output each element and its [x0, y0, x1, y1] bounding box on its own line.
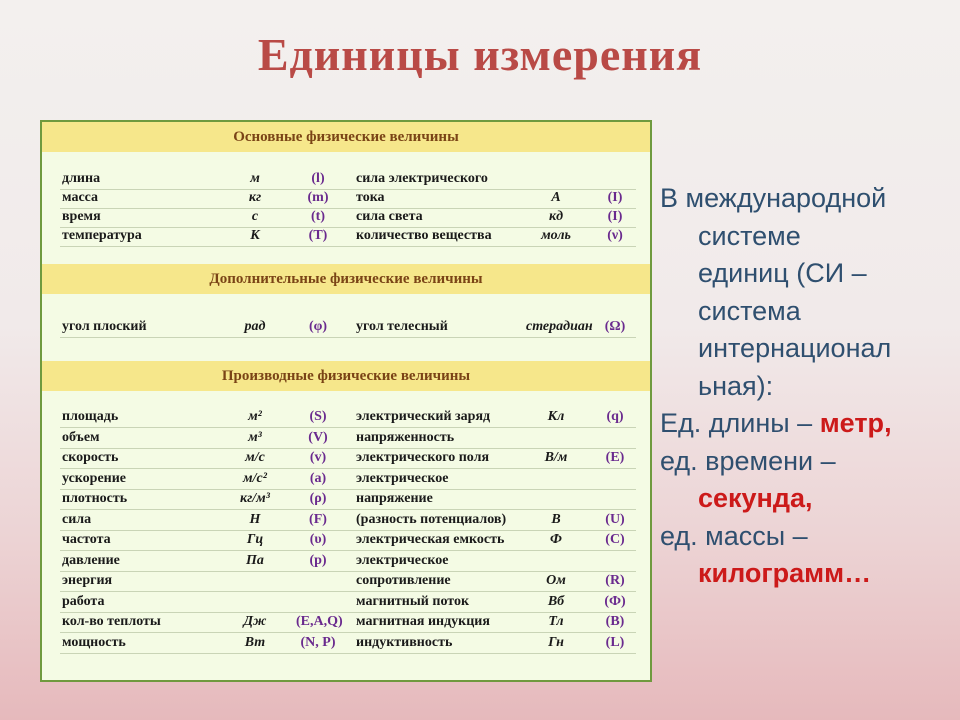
- unit-label: м/с: [245, 450, 265, 465]
- quantity-symbol: (φ): [308, 319, 328, 334]
- mass-unit-value: килограмм…: [698, 558, 872, 588]
- quantity-symbol: (p): [309, 552, 327, 568]
- table-row: [60, 511, 360, 531]
- quantity-symbol: (v): [309, 450, 327, 465]
- quantity-symbol: (E): [605, 450, 625, 465]
- unit-label: м/с²: [243, 470, 267, 486]
- comma: ,: [805, 483, 813, 513]
- quantity-name: магнитная индукция: [356, 614, 490, 629]
- quantity-name: индуктивность: [356, 634, 453, 650]
- quantity-name: сила электрического: [356, 171, 488, 186]
- quantity-name: количество вещества: [356, 228, 492, 243]
- unit-label: моль: [541, 228, 571, 243]
- quantity-symbol: (I): [607, 209, 623, 224]
- quantity-name: длина: [62, 171, 101, 186]
- unit-label: кг: [248, 190, 262, 205]
- unit-label: Ом: [546, 573, 566, 588]
- quantity-name: плотность: [62, 491, 128, 506]
- table-row: [60, 429, 360, 449]
- quantity-name: угол телесный: [356, 319, 448, 334]
- section-additional-header: Дополнительные физические величины: [42, 264, 650, 294]
- quantity-name: мощность: [62, 634, 126, 650]
- table-row: [354, 490, 636, 510]
- unit-label: Тл: [548, 614, 564, 629]
- unit-label: В/м: [544, 450, 568, 465]
- table-row: [60, 449, 360, 469]
- table-row: [354, 593, 636, 613]
- unit-label: кд: [548, 209, 564, 224]
- length-unit-value: метр: [819, 408, 885, 438]
- quantity-symbol: (I): [607, 190, 623, 205]
- table-row: [354, 531, 636, 551]
- unit-label: К: [250, 228, 260, 243]
- si-text-line: единиц (СИ –: [698, 258, 867, 288]
- quantity-name: электрическое: [356, 552, 449, 568]
- table-row: [60, 189, 360, 209]
- quantity-name: время: [62, 209, 101, 224]
- quantity-name: площадь: [62, 409, 119, 424]
- table-row: [60, 408, 360, 428]
- units-table: [40, 120, 652, 682]
- quantity-symbol: (ν): [607, 228, 623, 243]
- comma: ,: [884, 408, 892, 438]
- quantity-name: электрического поля: [356, 450, 490, 465]
- quantity-name: тока: [356, 190, 385, 205]
- quantity-name: скорость: [62, 450, 119, 465]
- length-unit-label: Ед. длины –: [660, 408, 820, 438]
- table-row: [354, 613, 636, 633]
- table-row: [354, 318, 636, 338]
- quantity-name: частота: [62, 532, 111, 547]
- quantity-name: напряженность: [356, 429, 455, 445]
- table-row: [354, 634, 636, 654]
- quantity-symbol: (t): [311, 209, 325, 224]
- quantity-name: масса: [62, 190, 99, 205]
- quantity-name: сила света: [356, 209, 423, 224]
- table-row: [60, 634, 360, 654]
- unit-label: Гн: [548, 634, 564, 650]
- quantity-symbol: (υ): [309, 532, 327, 547]
- table-row: [354, 511, 636, 531]
- si-text-line: системе: [698, 220, 801, 251]
- quantity-name: давление: [62, 552, 120, 568]
- quantity-name: электрический заряд: [356, 409, 491, 424]
- quantity-name: сопротивление: [356, 573, 451, 588]
- quantity-name: объем: [62, 429, 100, 445]
- quantity-symbol: (a): [309, 470, 327, 486]
- mass-unit-line: [660, 555, 960, 593]
- quantity-symbol: (Ω): [604, 319, 626, 334]
- quantity-name: электрическое: [356, 470, 449, 486]
- table-row: [354, 227, 636, 247]
- quantity-symbol: (B): [605, 614, 625, 629]
- si-text-line: ьная):: [698, 370, 774, 401]
- unit-label: Ф: [550, 532, 562, 547]
- quantity-symbol: (l): [311, 171, 325, 186]
- mass-unit-label: ед. массы –: [660, 520, 808, 551]
- quantity-symbol: (m): [307, 190, 329, 205]
- unit-label: Н: [249, 511, 261, 527]
- quantity-symbol: (F): [309, 511, 327, 527]
- table-row: [354, 189, 636, 209]
- unit-label: м: [250, 171, 260, 186]
- unit-label: м³: [248, 429, 262, 445]
- si-text-line: интернационал: [698, 333, 892, 363]
- unit-label: Вб: [547, 593, 565, 609]
- quantity-name: (разность потенциалов): [356, 511, 507, 527]
- table-row: [354, 208, 636, 228]
- section-basic-header: Основные физические величины: [42, 122, 650, 152]
- quantity-name: магнитный поток: [356, 593, 470, 609]
- si-text-line: система: [698, 295, 801, 326]
- quantity-name: сила: [62, 511, 92, 527]
- quantity-symbol: (q): [606, 409, 624, 424]
- unit-label: Вт: [244, 634, 266, 650]
- unit-label: Кл: [547, 409, 565, 424]
- section-derived-header: Производные физические величины: [42, 361, 650, 391]
- time-unit-line: [660, 480, 960, 518]
- quantity-name: кол-во теплоты: [62, 614, 161, 629]
- quantity-name: работа: [62, 593, 105, 609]
- table-row: [60, 593, 360, 613]
- quantity-symbol: (L): [605, 634, 625, 650]
- table-row: [354, 552, 636, 572]
- quantity-symbol: (C): [605, 532, 625, 547]
- unit-label: м²: [248, 409, 262, 424]
- quantity-symbol: (N, P): [300, 634, 336, 650]
- table-row: [60, 318, 360, 338]
- quantity-symbol: (T): [308, 228, 328, 243]
- quantity-name: электрическая емкость: [356, 532, 505, 547]
- slide-title: Единицы измерения: [257, 29, 703, 80]
- time-unit-label: ед. времени –: [660, 445, 836, 476]
- quantity-symbol: (ρ): [309, 491, 327, 506]
- length-unit-line: [660, 405, 960, 443]
- quantity-symbol: (Ф): [604, 593, 626, 609]
- table-row: [60, 490, 360, 510]
- quantity-name: угол плоский: [62, 319, 147, 334]
- unit-label: В: [551, 511, 561, 527]
- table-row: [60, 531, 360, 551]
- unit-label: кг/м³: [240, 491, 270, 506]
- table-row: [60, 470, 360, 490]
- quantity-symbol: (E,A,Q): [296, 614, 343, 629]
- table-row: [354, 572, 636, 592]
- quantity-name: напряжение: [356, 491, 433, 506]
- table-row: [60, 552, 360, 572]
- unit-label: Дж: [243, 614, 267, 629]
- unit-label: Гц: [246, 532, 264, 547]
- unit-label: стерадиан: [526, 319, 593, 334]
- table-row: [60, 613, 360, 633]
- quantity-symbol: (V): [308, 429, 328, 445]
- table-row: [354, 449, 636, 469]
- quantity-name: температура: [62, 228, 142, 243]
- table-row: [60, 227, 360, 247]
- quantity-symbol: (R): [605, 573, 625, 588]
- table-row: [60, 208, 360, 228]
- unit-label: рад: [244, 319, 266, 334]
- quantity-name: энергия: [62, 573, 113, 588]
- quantity-symbol: (U): [605, 511, 625, 527]
- quantity-symbol: (S): [309, 409, 327, 424]
- quantity-name: ускорение: [62, 470, 127, 486]
- table-row: [354, 408, 636, 428]
- table-row: [60, 170, 360, 190]
- unit-label: с: [251, 209, 259, 224]
- table-row: [354, 429, 636, 449]
- si-text-line: В международной: [660, 183, 887, 213]
- table-row: [354, 170, 636, 190]
- table-row: [60, 572, 360, 592]
- unit-label: Па: [246, 552, 264, 568]
- time-unit-value: секунда: [698, 483, 806, 513]
- unit-label: А: [551, 190, 561, 205]
- table-row: [354, 470, 636, 490]
- si-description: [660, 180, 960, 593]
